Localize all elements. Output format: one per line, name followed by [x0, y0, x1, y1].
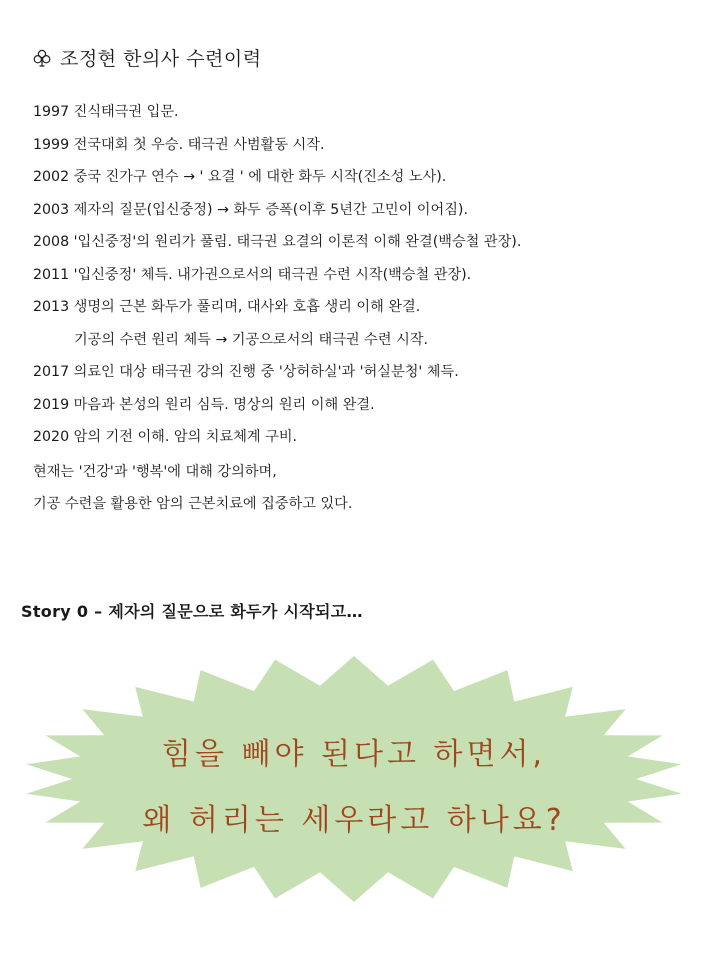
burst-line-1: 힘을 빼야 된다고 하면서,	[162, 737, 546, 772]
timeline-item: 2017 의료인 대상 태극권 강의 진행 중 '상허하실'과 '허실분청' 체득.	[33, 364, 459, 380]
timeline-item: 2008 '입신중정'의 원리가 풀림. 태극권 요결의 이론적 이해 완결(백승철 관장).	[33, 234, 522, 250]
summary-line: 기공 수련을 활용한 암의 근본치료에 집중하고 있다.	[33, 496, 353, 512]
summary-line: 현재는 '건강'과 '행복'에 대해 강의하며,	[33, 464, 277, 480]
timeline-item: 2020 암의 기전 이해. 암의 치료체계 구비.	[33, 429, 298, 445]
club-icon	[32, 48, 52, 68]
timeline-list	[33, 100, 693, 458]
story-heading: Story 0 – 제자의 질문으로 화두가 시작되고…	[21, 602, 363, 621]
timeline-item: 2011 '입신중정' 체득. 내가권으로서의 태극권 수련 시작(백승철 관장).	[33, 266, 472, 283]
speech-burst	[22, 654, 686, 904]
timeline-item-continuation: 기공의 수련 원리 체득 → 기공으로서의 태극권 수련 시작.	[74, 331, 428, 348]
header	[32, 44, 262, 71]
timeline-item: 2003 제자의 질문(입신중정) → 화두 증폭(이후 5년간 고민이 이어짐).	[33, 201, 468, 218]
burst-shape	[22, 654, 686, 904]
timeline-item: 1997 진식태극권 입문.	[33, 104, 179, 120]
summary-paragraph	[33, 460, 352, 524]
burst-line-2: 왜 허리는 세우라고 하나요?	[142, 803, 566, 838]
timeline-item: 2002 중국 진가구 연수 → ' 요결 ' 에 대한 화두 시작(진소성 노사).	[33, 169, 447, 185]
page-title: 조정현 한의사 수련이력	[60, 48, 262, 70]
timeline-item: 1999 전국대회 첫 우승. 태극권 사범활동 시작.	[33, 136, 325, 153]
timeline-item: 2013 생명의 근본 화두가 풀리며, 대사와 호흡 생리 이해 완결.	[33, 299, 421, 315]
timeline-item: 2019 마음과 본성의 원리 심득. 명상의 원리 이해 완결.	[33, 396, 375, 413]
